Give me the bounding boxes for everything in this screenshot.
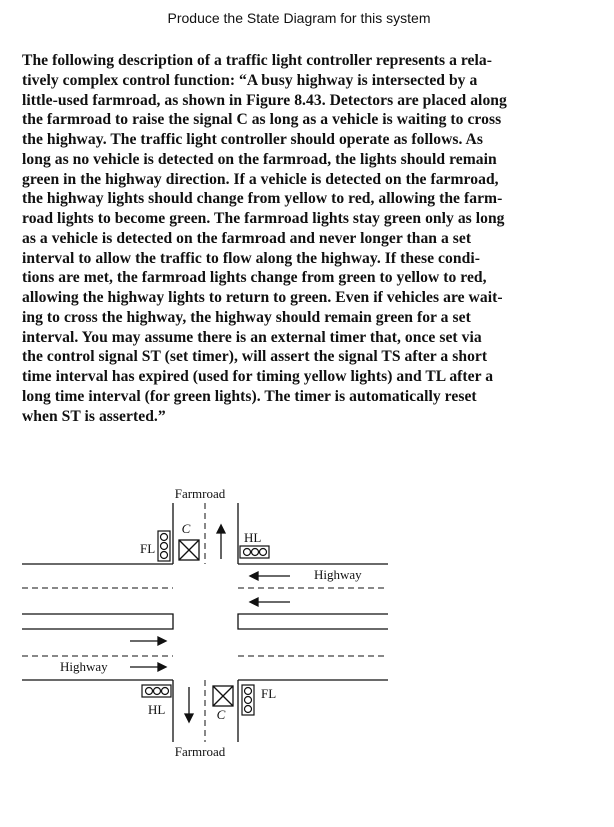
paragraph-line: road lights to become green. The farmroad lights stay green only as long (22, 210, 505, 227)
arrow-right-icon (130, 637, 166, 645)
paragraph-line: time interval has expired (used for timing yellow lights) and TL after a (22, 368, 494, 385)
paragraph-line: long as no vehicle is detected on the farmroad, the lights should remain (22, 150, 497, 168)
paragraph-line: green in the highway direction. If a vehicle is detected on the farmroad, (22, 170, 499, 188)
median-right (238, 614, 388, 629)
arrow-left-icon (250, 572, 290, 580)
intersection-figure (0, 480, 614, 780)
arrow-up-icon (217, 525, 225, 559)
highway-light-bottom-icon (142, 685, 171, 697)
page-heading: Produce the State Diagram for this system (167, 10, 431, 26)
description-paragraph (22, 51, 562, 426)
median-left (22, 614, 173, 629)
fl-bottom-label: FL (261, 686, 277, 701)
arrow-down-icon (185, 687, 193, 722)
paragraph-line: as a vehicle is detected on the farmroad and never longer than a set (22, 229, 472, 247)
fl-top-label: FL (140, 541, 156, 556)
paragraph-line: the control signal ST (set timer), will assert the signal TS after a short (22, 348, 488, 366)
paragraph-line: when ST is asserted.” (22, 407, 166, 425)
detector-c-bottom-label: C (216, 707, 226, 722)
vehicle-detector-top-icon (179, 540, 199, 560)
paragraph-line: interval. You may assume there is an external timer that, once set via (22, 328, 482, 346)
farmroad-light-bottom-icon (242, 685, 254, 715)
paragraph-line: tively complex control function: “A busy highway is intersected by a (22, 71, 478, 89)
highway-right-label: Highway (314, 567, 362, 582)
paragraph-line: the farmroad to raise the signal C as long as a vehicle is waiting to cross (22, 111, 502, 129)
paragraph-line: the highway lights should change from yellow to red, allowing the farm- (22, 190, 503, 208)
hl-top-label: HL (244, 530, 262, 545)
paragraph-line: ing to cross the highway, the highway should remain green for a set (22, 308, 471, 326)
paragraph-line: allowing the highway lights to return to green. Even if vehicles are wait- (22, 289, 503, 306)
paragraph-line: interval to allow the traffic to flow along the highway. If these condi- (22, 249, 480, 267)
hl-bottom-label: HL (148, 702, 166, 717)
paragraph-line: tions are met, the farmroad lights change from green to yellow to red, (22, 269, 487, 287)
highway-light-top-icon (240, 546, 269, 558)
arrow-right-icon (130, 663, 166, 671)
farmroad-light-top-icon (158, 531, 170, 561)
paragraph-line: long time interval (for green lights). The timer is automatically reset (22, 387, 477, 405)
vehicle-detector-bottom-icon (213, 686, 233, 706)
paragraph-line: little-used farmroad, as shown in Figure 8.43. Detectors are placed along (22, 91, 507, 109)
highway-left-label: Highway (60, 659, 108, 674)
paragraph-line: The following description of a traffic light controller represents a rela- (22, 52, 493, 69)
farmroad-bottom-label: Farmroad (174, 744, 226, 759)
arrow-left-icon (250, 598, 290, 606)
farmroad-top-label: Farmroad (174, 486, 226, 501)
detector-c-top-label: C (181, 521, 191, 536)
paragraph-line: the highway. The traffic light controller should operate as follows. As (22, 131, 483, 148)
